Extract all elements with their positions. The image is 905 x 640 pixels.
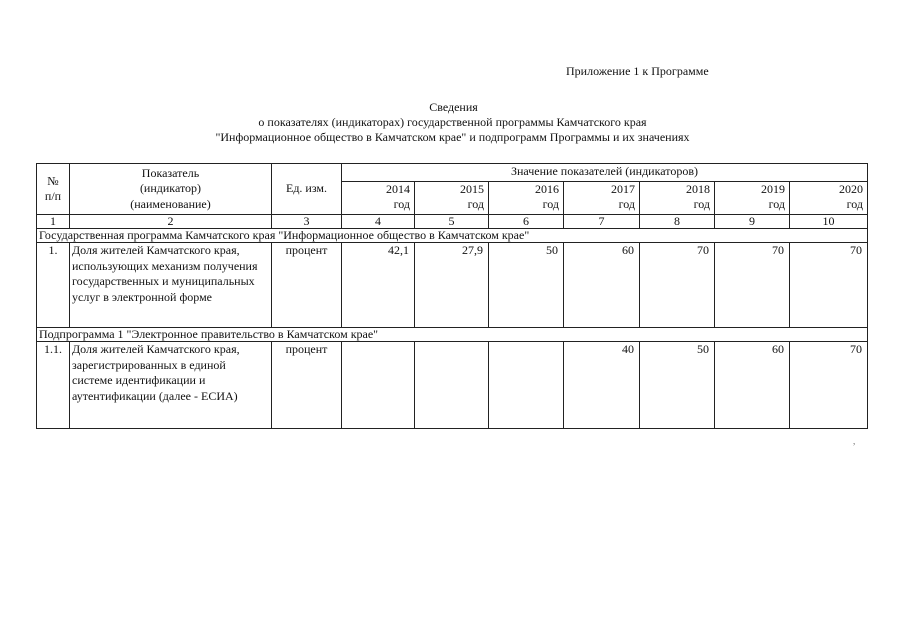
- header-unit: Ед. изм.: [272, 164, 342, 215]
- column-numbers-row: [37, 215, 868, 229]
- year-header-cell: [790, 181, 868, 214]
- scan-mark: ,: [853, 436, 856, 446]
- row-value: [415, 342, 489, 429]
- heading-program-name: "Информационное общество в Камчатском крае" и подпрограмм Программы и их значениях: [215, 130, 690, 144]
- column-number-cell: 3: [272, 215, 342, 229]
- year-unit: год: [846, 196, 863, 211]
- column-number-cell: 9: [715, 215, 790, 229]
- row-value: [342, 342, 415, 429]
- column-number-cell: 4: [342, 215, 415, 229]
- table-row: [37, 243, 868, 328]
- row-value: 70: [790, 342, 868, 429]
- appendix-label: Приложение 1 к Программе: [566, 64, 709, 78]
- row-value: 27,9: [415, 243, 489, 328]
- row-value: 40: [564, 342, 640, 429]
- heading-subtitle: о показателях (индикаторах) государственной программы Камчатского края: [258, 115, 647, 129]
- year-value: 2018: [686, 181, 710, 196]
- year-header-cell: [715, 181, 790, 214]
- row-value: 70: [715, 243, 790, 328]
- row-value: 42,1: [342, 243, 415, 328]
- section-row: [37, 229, 868, 243]
- column-number-cell: 1: [37, 215, 70, 229]
- year-header-cell: [415, 181, 489, 214]
- year-value: 2020: [839, 181, 863, 196]
- header-number-line2: п/п: [44, 189, 62, 203]
- year-unit: год: [393, 196, 410, 211]
- row-value: 60: [715, 342, 790, 429]
- header-indicator-line1: Показатель: [141, 165, 200, 180]
- heading-title: Сведения: [429, 100, 478, 114]
- row-value: 60: [564, 243, 640, 328]
- document-heading: [0, 100, 905, 145]
- table-header-row: [37, 164, 868, 182]
- year-header-cell: [564, 181, 640, 214]
- header-indicator-line3: (наименование): [130, 196, 211, 211]
- row-index: 1.: [37, 243, 70, 328]
- header-indicator-line2: (индикатор): [139, 181, 202, 196]
- year-unit: год: [693, 196, 710, 211]
- row-value: 70: [790, 243, 868, 328]
- year-value: 2015: [460, 181, 484, 196]
- column-number-cell: 7: [564, 215, 640, 229]
- year-unit: год: [467, 196, 484, 211]
- year-header-cell: [489, 181, 564, 214]
- column-number-cell: 10: [790, 215, 868, 229]
- section-title: Подпрограмма 1 "Электронное правительство в Камчатском крае": [37, 328, 868, 342]
- row-unit: процент: [272, 342, 342, 429]
- header-values: Значение показателей (индикаторов): [342, 164, 868, 182]
- year-value: 2019: [761, 181, 785, 196]
- column-number-cell: 2: [70, 215, 272, 229]
- header-number-line1: №: [47, 173, 59, 188]
- section-row: [37, 328, 868, 342]
- year-unit: год: [768, 196, 785, 211]
- row-index: 1.1.: [37, 342, 70, 429]
- row-value: 50: [640, 342, 715, 429]
- row-value: 50: [489, 243, 564, 328]
- year-value: 2014: [386, 181, 410, 196]
- row-value: [489, 342, 564, 429]
- indicators-table: [36, 163, 868, 429]
- header-indicator: [70, 164, 272, 215]
- table-row: [37, 342, 868, 429]
- column-number-cell: 8: [640, 215, 715, 229]
- year-unit: год: [618, 196, 635, 211]
- year-value: 2016: [535, 181, 559, 196]
- year-value: 2017: [611, 181, 635, 196]
- row-indicator: Доля жителей Камчатского края, зарегистрированных в единой системе идентификации и аутентификации (далее - ЕСИА): [70, 342, 272, 429]
- year-header-cell: [640, 181, 715, 214]
- row-unit: процент: [272, 243, 342, 328]
- year-unit: год: [542, 196, 559, 211]
- column-number-cell: 5: [415, 215, 489, 229]
- column-number-cell: 6: [489, 215, 564, 229]
- section-title: Государственная программа Камчатского края "Информационное общество в Камчатском крае": [37, 229, 868, 243]
- row-indicator: Доля жителей Камчатского края, использующих механизм получения государственных и муниципальных услуг в электронной форме: [70, 243, 272, 328]
- row-value: 70: [640, 243, 715, 328]
- year-header-cell: [342, 181, 415, 214]
- header-number: [37, 164, 70, 215]
